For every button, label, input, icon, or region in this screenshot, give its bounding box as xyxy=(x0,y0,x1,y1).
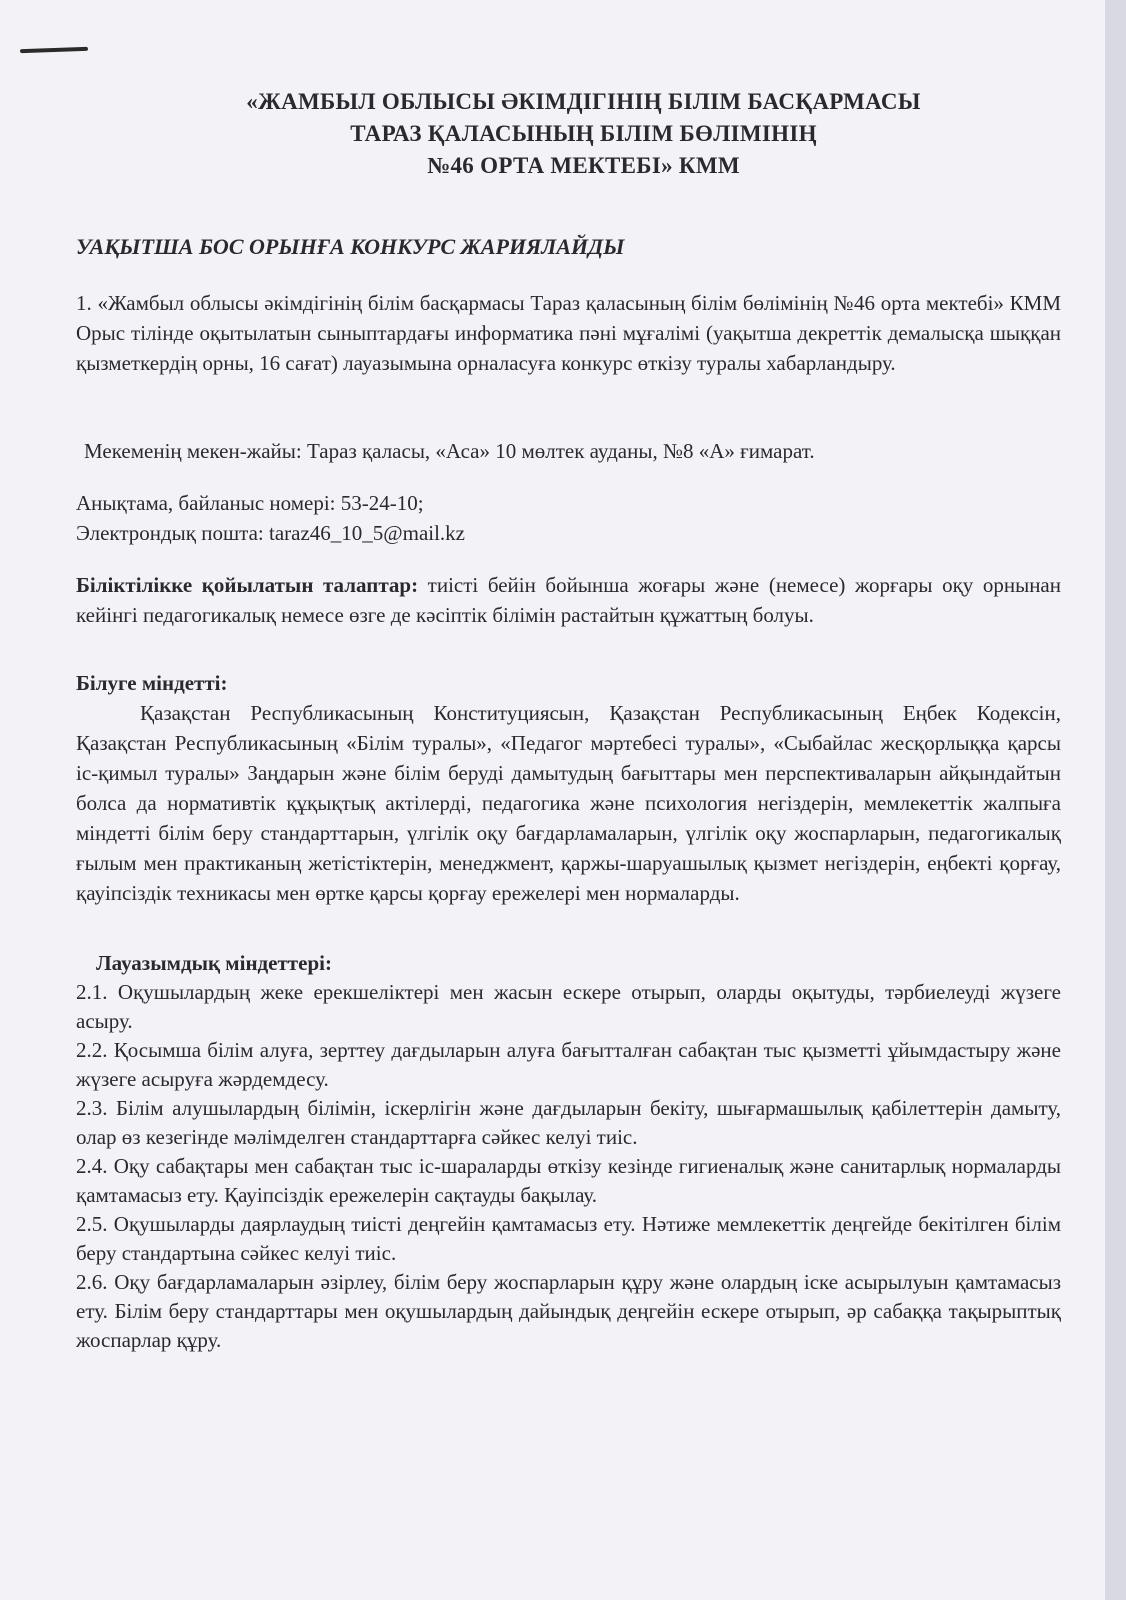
announcement-title: УАҚЫТША БОС ОРЫНҒА КОНКУРС ЖАРИЯЛАЙДЫ xyxy=(76,234,625,259)
document-header xyxy=(106,86,1061,182)
requirements-label: Біліктілікке қойылатын талаптар: xyxy=(76,573,419,597)
requirements-paragraph xyxy=(76,570,1061,630)
must-know-title: Білуге міндетті: xyxy=(76,671,228,695)
duty-item: 2.1. Оқушылардың жеке ерекшеліктері мен жасын ескере отырып, оларды оқытуды, тәрбиелеуді жүзеге асыру. xyxy=(76,980,1061,1033)
duties-title: Лауазымдық міндеттері: xyxy=(96,951,332,975)
header-line-2: ТАРАЗ ҚАЛАСЫНЫҢ БІЛІМ БӨЛІМІНІҢ xyxy=(350,121,817,146)
duty-item: 2.5. Оқушыларды даярлаудың тиісті деңгейін қамтамасыз ету. Нәтиже мемлекеттік деңгейде бекітілген білім беру стандартына сәйкес келуі тиіс. xyxy=(76,1212,1061,1265)
phone-line: Анықтама, байланыс номері: 53-24-10; xyxy=(76,491,424,515)
duty-item: 2.6. Оқу бағдарламаларын әзірлеу, білім беру жоспарларын құру және олардың іске асырылуын қамтамасыз ету. Білім беру стандарттары мен оқушылардың дайындық деңгейін ескере отырып, әр сабаққа тақырыптық жоспарлар құру. xyxy=(76,1270,1061,1352)
requirements-text: тиісті бейін бойынша жоғары және (немесе) жорғары оқу орнынан кейінгі педагогикалық немесе өзге де кәсіптік білімін растайтын құжаттың болуы. xyxy=(76,573,1061,627)
background-edge xyxy=(1105,0,1126,1600)
duty-item: 2.3. Білім алушылардың білімін, іскерлігін және дағдыларын бекіту, шығармашылық қабілеттерін дамыту, олар өз кезегінде мәлімделген стандарттарға сәйкес келуі тиіс. xyxy=(76,1096,1061,1149)
header-line-3: №46 ОРТА МЕКТЕБІ» КММ xyxy=(427,153,740,178)
pen-mark xyxy=(20,47,88,53)
duty-item: 2.2. Қосымша білім алуға, зерттеу дағдыларын алуға бағытталған сабақтан тыс қызметті ұйымдастыру және жүзеге асыруға жәрдемдесу. xyxy=(76,1038,1061,1091)
address-line: Мекеменің мекен-жайы: Тараз қаласы, «Аса» 10 мөлтек ауданы, №8 «А» ғимарат. xyxy=(84,439,815,463)
header-line-1: «ЖАМБЫЛ ОБЛЫСЫ ӘКІМДІГІНІҢ БІЛІМ БАСҚАРМАСЫ xyxy=(246,89,921,114)
document-content xyxy=(76,86,1061,1355)
contacts-block xyxy=(76,488,1061,548)
must-know-paragraph: Қазақстан Республикасының Конституциясын, Қазақстан Республикасының Еңбек Кодексін, Қазақстан Республикасының «Білім туралы», «Педагог мәртебесі туралы», «Сыбайлас жесқорлыққа қарсы іс-қимыл туралы» Заңдарын және білім беруді дамытудың бағыттары мен перспективаларын айқындайтын болса да нормативтік құқықтық актілерді, педагогика және психология негіздерін, мемлекеттік жалпыға міндетті білім беру стандарттарын, үлгілік оқу бағдарламаларын, үлгілік оқу жоспарларын, педагогикалық ғылым мен практиканың жетістіктерін, менеджмент, қаржы-шаруашылық қызмет негіздерін, еңбекті қорғау, қауіпсіздік техникасы мен өртке қарсы қорғау ережелері мен нормаларды. xyxy=(76,701,1061,905)
email-line: Электрондық пошта: taraz46_10_5@mail.kz xyxy=(76,521,466,545)
duty-item: 2.4. Оқу сабақтары мен сабақтан тыс іс-шараларды өткізу кезінде гигиеналық және санитарлық нормаларды қамтамасыз ету. Қауіпсіздік ережелерін сақтауды бақылау. xyxy=(76,1154,1061,1207)
intro-paragraph: 1. «Жамбыл облысы әкімдігінің білім басқармасы Тараз қаласының білім бөлімінің №46 орта мектебі» КММ Орыс тілінде оқытылатын сыныптардағы информатика пәні мұғалімі (уақытша декреттік демалысқа шыққан қызметкердің орны, 16 сағат) лауазымына орналасуға конкурс өткізу туралы хабарландыру. xyxy=(76,291,1061,375)
